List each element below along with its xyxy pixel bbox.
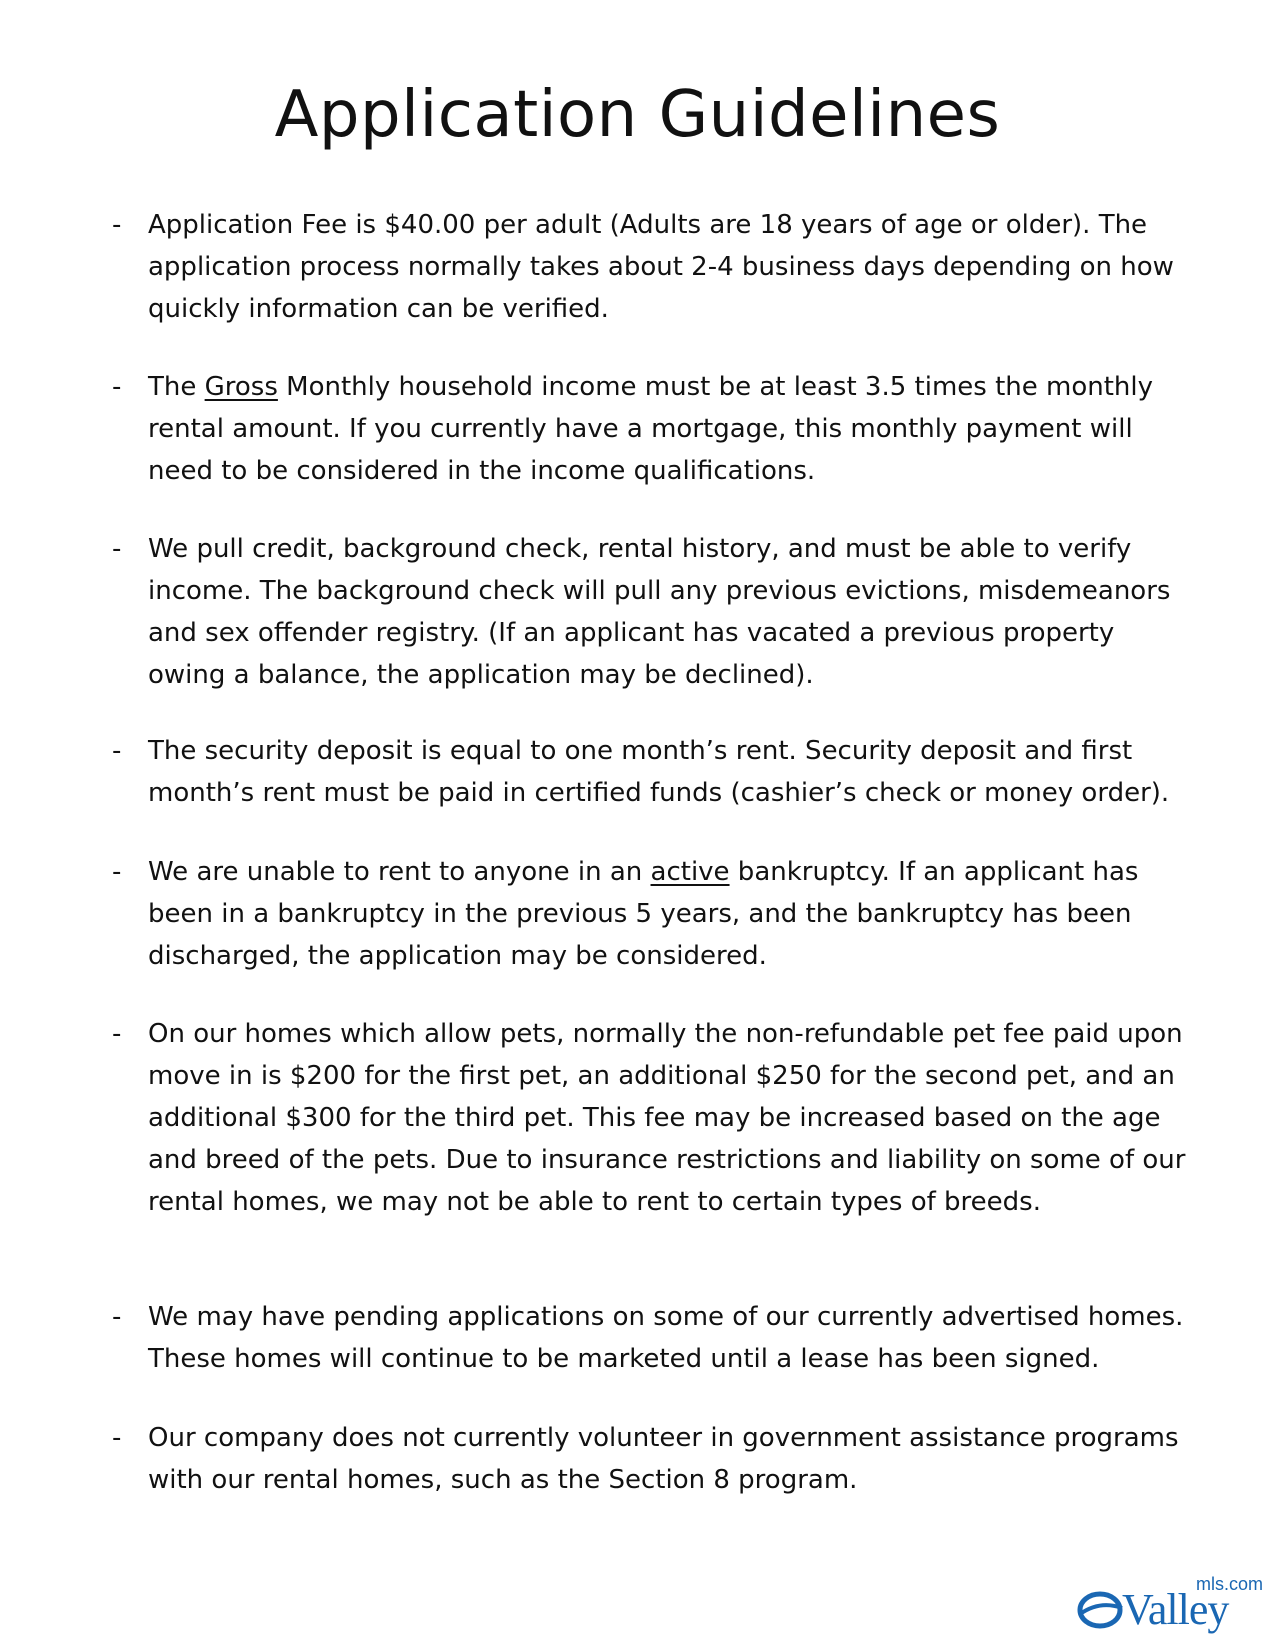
guideline-income: [112, 366, 1192, 492]
guideline-government-assistance: [112, 1417, 1192, 1501]
bullet-dash: -: [112, 372, 122, 402]
guideline-text: We may have pending applications on some of our currently advertised homes. These homes will continue to be marketed until a lease has been signed.: [148, 1302, 1184, 1374]
guideline-text: On our homes which allow pets, normally the non-refundable pet fee paid upon move in is $200 for the first pet, an additional $250 for the second pet, and an additional $300 for the third pet. This fee may be increased based on the age and breed of the pets. Due to insurance restrictions and liability on some of our rental homes, we may not be able to rent to certain types of breeds.: [148, 1019, 1186, 1217]
guideline-text: Our company does not currently volunteer in government assistance programs with our rental homes, such as the Section 8 program.: [148, 1423, 1179, 1495]
bullet-dash: -: [112, 736, 122, 766]
underlined-active: active: [650, 857, 730, 887]
page-title: Application Guidelines: [274, 78, 1001, 152]
guideline-text: We pull credit, background check, rental history, and must be able to verify income. The background check will pull any previous evictions, misdemeanors and sex offender registry. (If an applicant has vacated a previous property owing a balance, the application may be declined).: [148, 534, 1171, 690]
guideline-application-fee: [112, 204, 1192, 330]
bullet-dash: -: [112, 1423, 122, 1453]
guideline-security-deposit: [112, 730, 1192, 814]
bullet-dash: -: [112, 857, 122, 887]
guideline-bankruptcy: [112, 851, 1192, 977]
guideline-text: The Gross Monthly household income must be at least 3.5 times the monthly rental amount. If you currently have a mortgage, this monthly payment will need to be considered in the income qualifications.: [148, 372, 1154, 486]
bullet-dash: -: [112, 1019, 122, 1049]
valley-mls-logo: [1076, 1574, 1266, 1634]
guideline-background-check: [112, 528, 1192, 696]
swoosh-icon: [1076, 1590, 1126, 1630]
guideline-text: Application Fee is $40.00 per adult (Adults are 18 years of age or older). The application process normally takes about 2-4 business days depending on how quickly information can be verified.: [148, 210, 1174, 324]
guideline-text: The security deposit is equal to one month’s rent. Security deposit and first month’s rent must be paid in certified funds (cashier’s check or money order).: [148, 736, 1170, 808]
guideline-text: We are unable to rent to anyone in an active bankruptcy. If an applicant has been in a bankruptcy in the previous 5 years, and the bankruptcy has been discharged, the application may be considered.: [148, 857, 1139, 971]
guideline-pending-applications: [112, 1296, 1192, 1380]
guideline-pets: [112, 1013, 1192, 1223]
bullet-dash: -: [112, 210, 122, 240]
logo-valley-text: Valley: [1122, 1585, 1229, 1634]
underlined-gross: Gross: [204, 372, 278, 402]
bullet-dash: -: [112, 1302, 122, 1332]
logo-mls-text: mls.com: [1196, 1574, 1263, 1594]
bullet-dash: -: [112, 534, 122, 564]
